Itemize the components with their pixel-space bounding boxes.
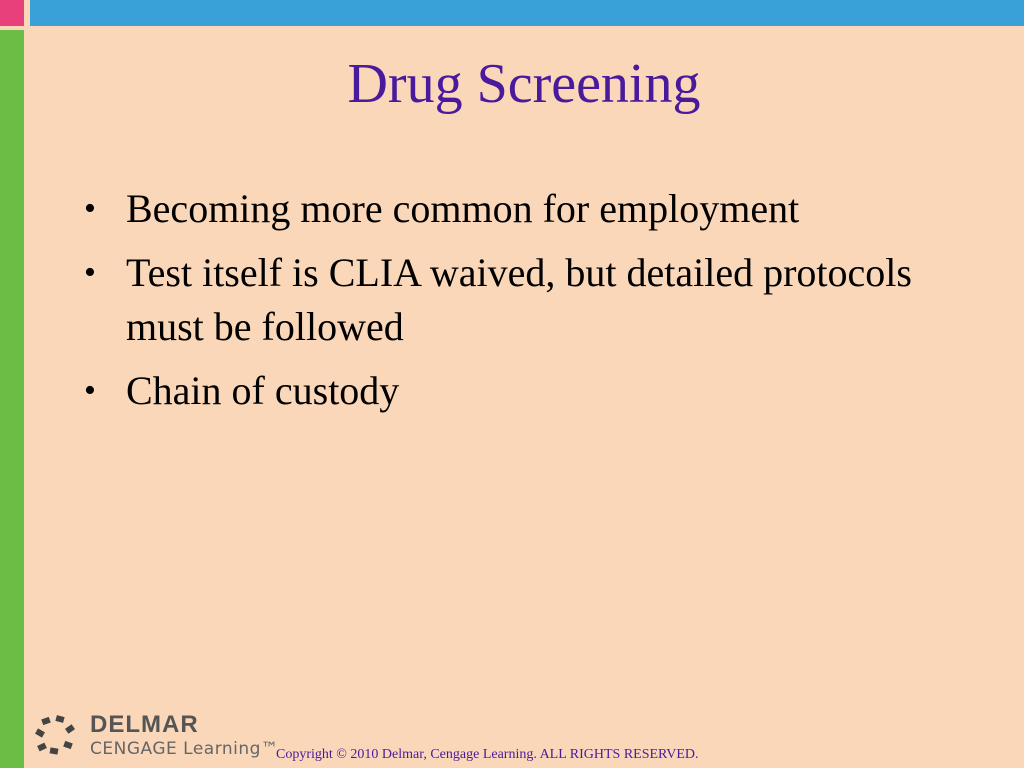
bullet-item (84, 364, 984, 418)
bullet-item (84, 246, 984, 354)
cengage-mark-icon (34, 714, 78, 758)
bullet-marker: • (84, 254, 96, 291)
left-accent-bar (0, 30, 24, 768)
logo-name: DELMAR (90, 711, 199, 738)
bullet-marker: • (84, 372, 96, 409)
bullet-text: Chain of custody (126, 368, 400, 413)
bullet-item (84, 182, 984, 236)
bullet-text: Becoming more common for employment (126, 186, 800, 231)
bullet-text: Test itself is CLIA waived, but detailed protocols must be followed (126, 250, 912, 349)
slide-title: Drug Screening (347, 53, 701, 115)
copyright-notice: Copyright © 2010 Delmar, Cengage Learning. ALL RIGHTS RESERVED. (276, 747, 699, 762)
logo-tagline: CENGAGE Learning™ (90, 739, 279, 759)
delmar-cengage-logo (34, 711, 279, 760)
corner-accent (0, 0, 24, 26)
top-accent-bar (30, 0, 1024, 26)
bullet-list (84, 182, 984, 428)
bullet-marker: • (84, 190, 96, 227)
